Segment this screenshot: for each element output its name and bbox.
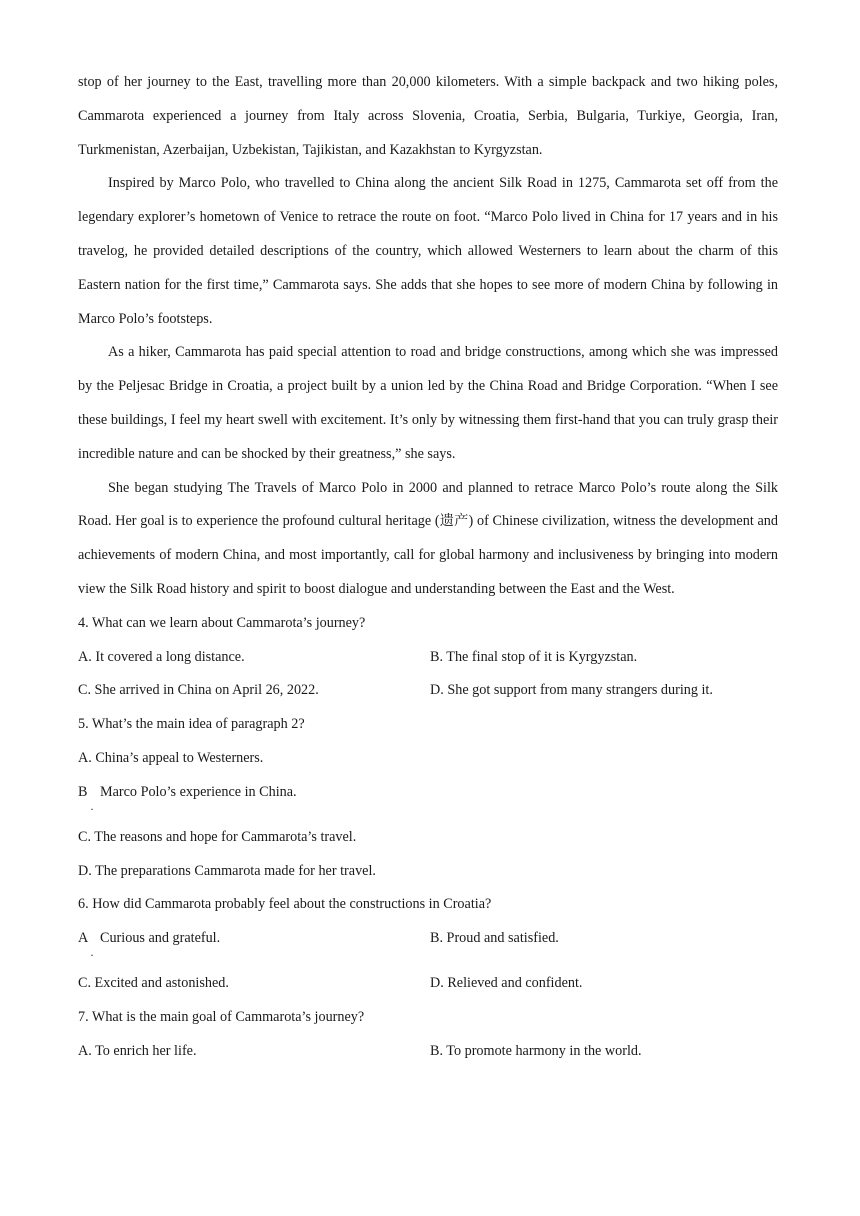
stray-dot-mark: · bbox=[90, 801, 94, 816]
question-4-option-d: D. She got support from many strangers during it. bbox=[430, 682, 713, 699]
question-6-option-a bbox=[78, 922, 430, 967]
passage-paragraph-4: She began studying The Travels of Marco Polo in 2000 and planned to retrace Marco Polo’s route along the Silk Road. Her goal is to experience the profound cultural heritage (遗产) of Chinese civilization, witness the development and achievements of modern China, and most importantly, call for global harmony and inclusiveness by bringing into modern view the Silk Road history and spirit to boost dialogue and understanding between the East and the West. bbox=[78, 479, 778, 597]
question-7-stem: 7. What is the main goal of Cammarota’s journey? bbox=[78, 1008, 365, 1025]
question-4-option-c: C. She arrived in China on April 26, 2022. bbox=[78, 682, 319, 699]
stray-dot-mark: · bbox=[90, 948, 94, 963]
question-7-option-a: A. To enrich her life. bbox=[78, 1042, 197, 1059]
question-6-options-row-1 bbox=[78, 922, 778, 967]
option-letter: B bbox=[78, 783, 88, 800]
question-6-option-b: B. Proud and satisfied. bbox=[430, 930, 559, 947]
question-6-stem: 6. How did Cammarota probably feel about the constructions in Croatia? bbox=[78, 896, 492, 913]
question-6-options-row-2 bbox=[78, 967, 778, 1001]
question-7-option-b: B. To promote harmony in the world. bbox=[430, 1042, 642, 1059]
option-text: Marco Polo’s experience in China. bbox=[100, 783, 297, 800]
question-5-option-a: A. China’s appeal to Westerners. bbox=[78, 749, 264, 766]
option-letter: A bbox=[78, 930, 89, 947]
question-4-options-row-1 bbox=[78, 641, 778, 675]
passage-paragraph-1: stop of her journey to the East, travelling more than 20,000 kilometers. With a simple backpack and two hiking poles, Cammarota experienced a journey from Italy across Slovenia, Croatia, Serbia, Bulgaria, Turkiye, Georgia, Iran, Turkmenistan, Azerbaijan, Uzbekistan, Tajikistan, and Kazakhstan to Kyrgyzstan. bbox=[78, 74, 778, 158]
question-4-option-a: A. It covered a long distance. bbox=[78, 648, 245, 665]
passage-paragraph-2: Inspired by Marco Polo, who travelled to China along the ancient Silk Road in 1275, Cammarota set off from the legendary explorer’s hometown of Venice to retrace the route on foot. “Marco Polo lived in China for 17 years and in his travelog, he provided detailed descriptions of the country, which allowed Westerners to learn about the charm of this Eastern nation for the first time,” Cammarota says. She adds that she hopes to see more of modern China by following in Marco Polo’s footsteps. bbox=[78, 175, 778, 327]
question-5-option-b bbox=[78, 776, 778, 821]
option-text: Curious and grateful. bbox=[100, 930, 221, 947]
question-5-option-c: C. The reasons and hope for Cammarota’s travel. bbox=[78, 828, 357, 845]
question-7-options-row-1 bbox=[78, 1035, 778, 1069]
question-4-stem: 4. What can we learn about Cammarota’s journey? bbox=[78, 614, 366, 631]
question-6-option-c: C. Excited and astonished. bbox=[78, 975, 229, 992]
question-6-option-d: D. Relieved and confident. bbox=[430, 975, 583, 992]
question-5-stem: 5. What’s the main idea of paragraph 2? bbox=[78, 716, 305, 733]
document-page bbox=[78, 66, 778, 1069]
question-5-option-d: D. The preparations Cammarota made for her travel. bbox=[78, 862, 376, 879]
passage-paragraph-3: As a hiker, Cammarota has paid special attention to road and bridge constructions, among which she was impressed by the Peljesac Bridge in Croatia, a project built by a union led by the China Road and Bridge Corporation. “When I see these buildings, I feel my heart swell with excitement. It’s only by witnessing them first-hand that you can truly grasp their incredible nature and can be shocked by their greatness,” she says. bbox=[78, 344, 778, 462]
question-4-options-row-2 bbox=[78, 674, 778, 708]
question-4-option-b: B. The final stop of it is Kyrgyzstan. bbox=[430, 648, 638, 665]
